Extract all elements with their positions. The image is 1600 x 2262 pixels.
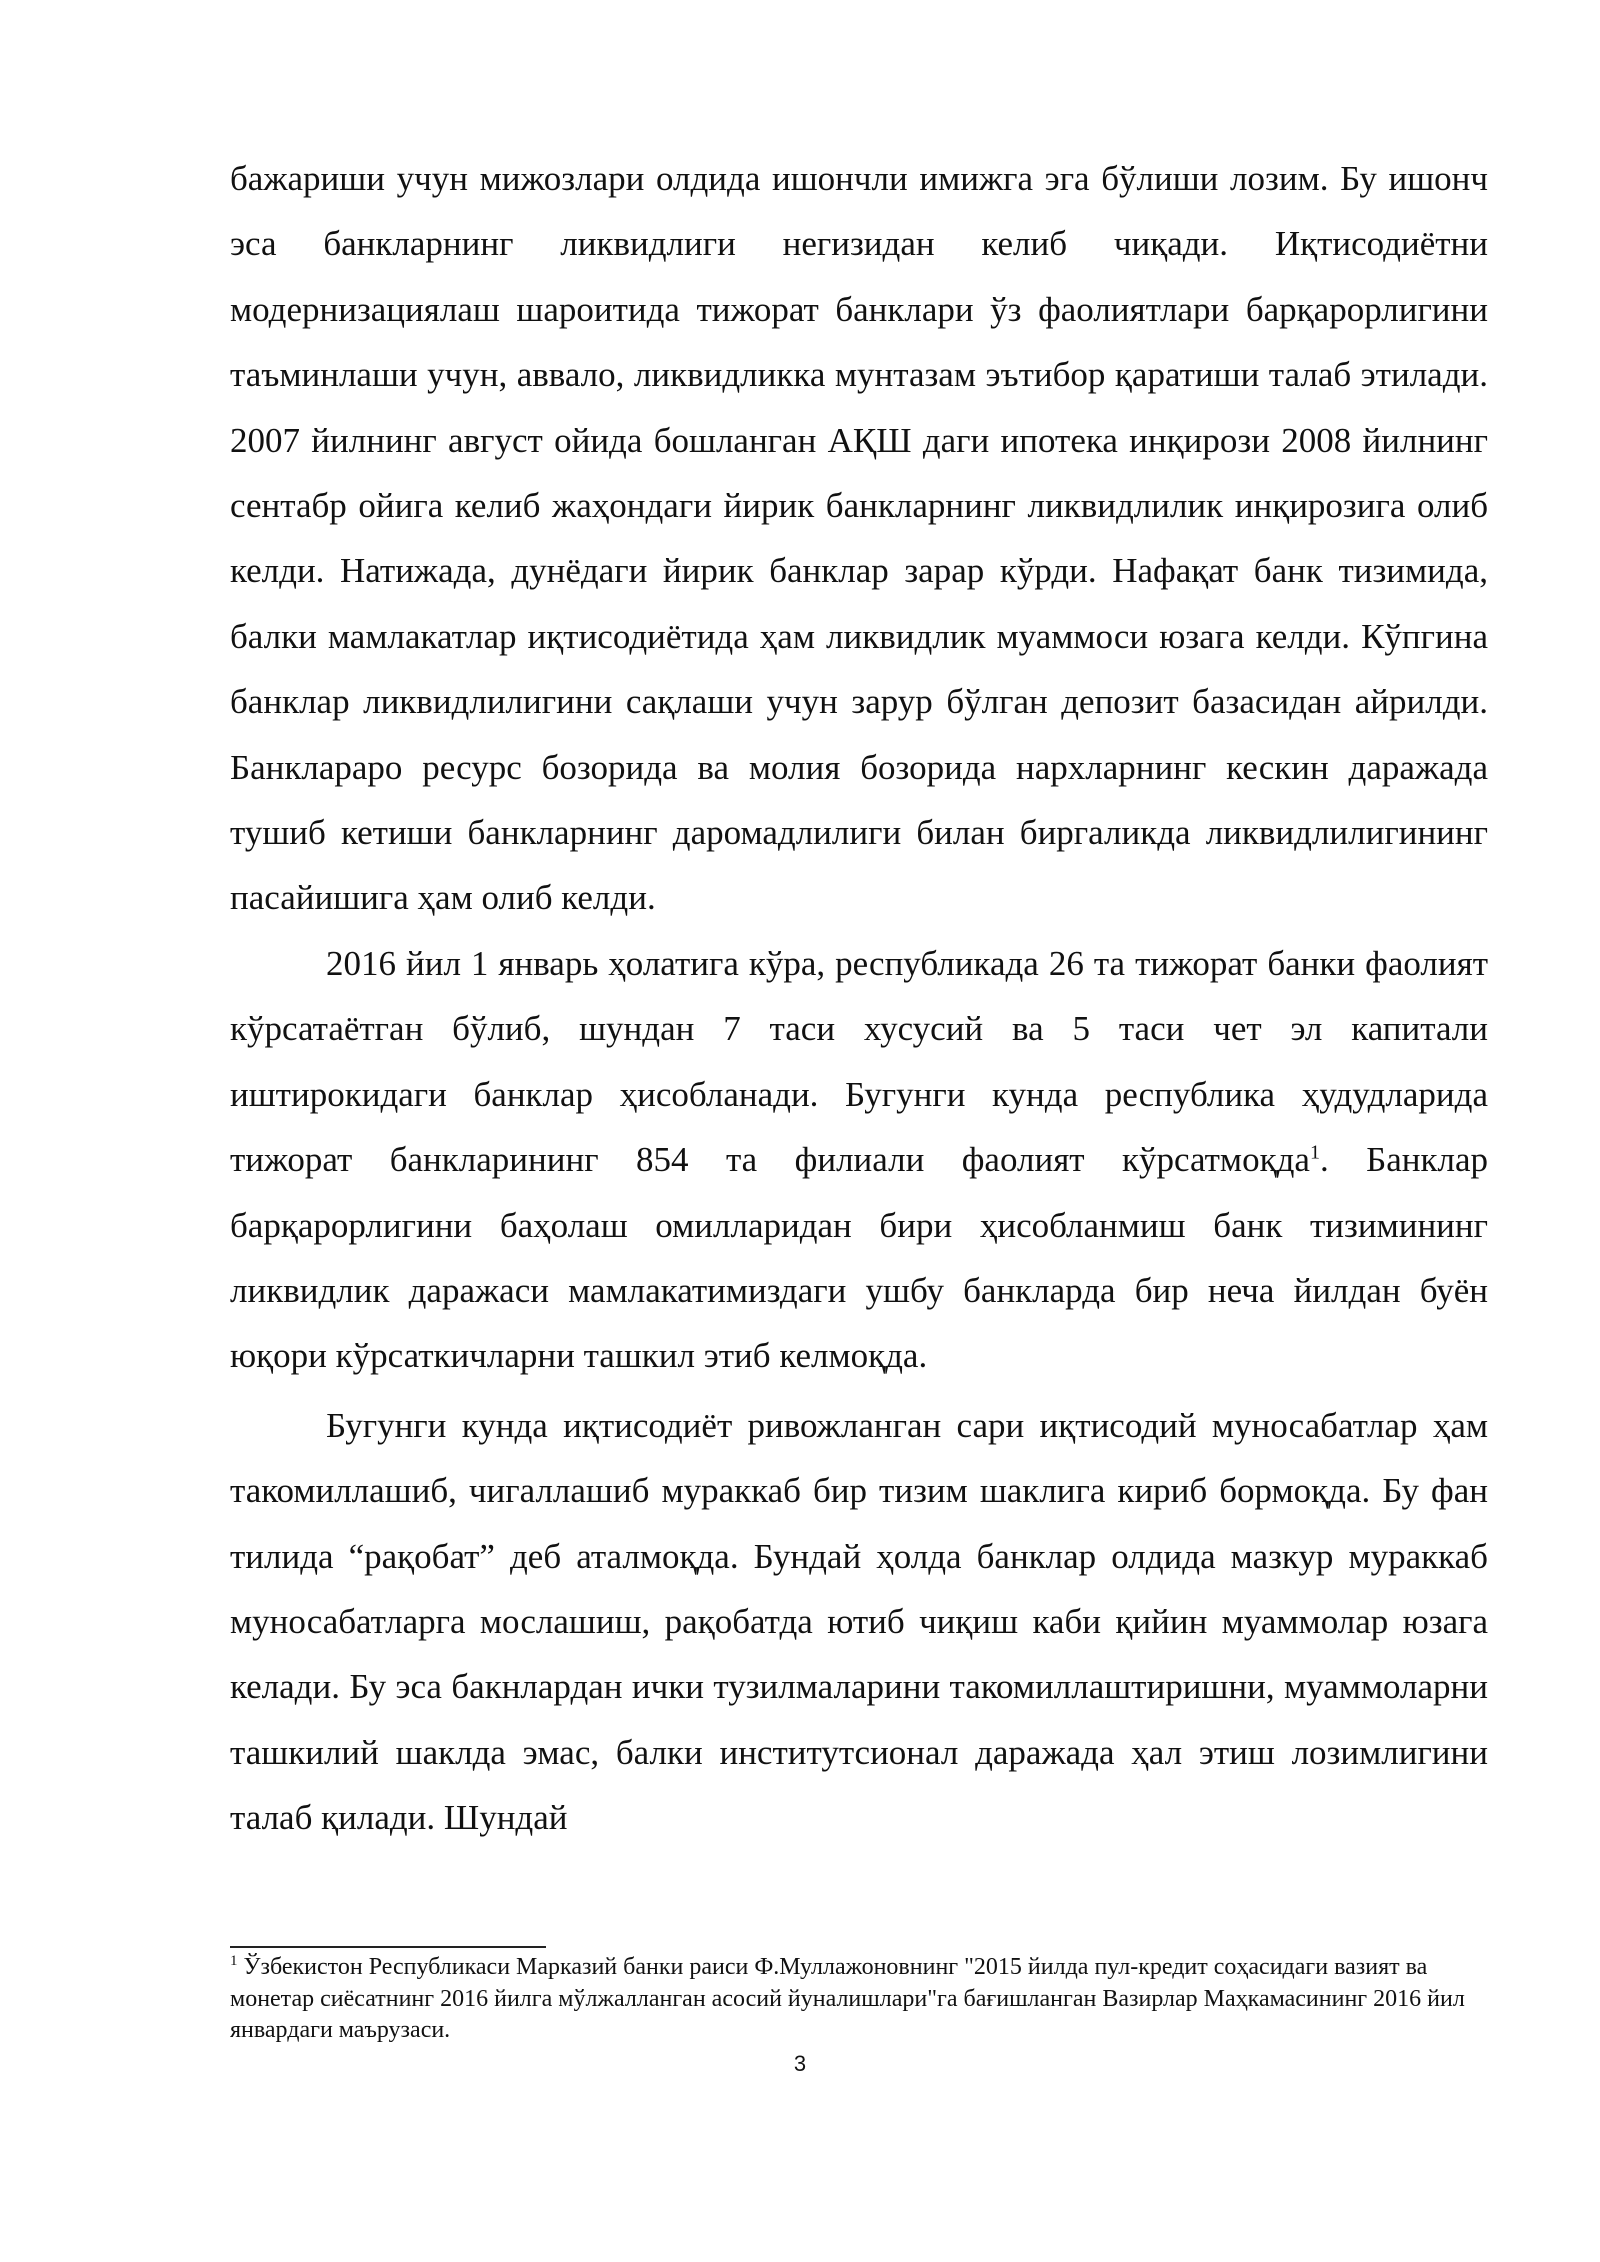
body-text <box>230 146 1488 1851</box>
paragraph-2-text-start: 2016 йил 1 январь ҳолатига кўра, республикада 26 та тижорат банки фаолият кўрсатаётган бўлиб, шундан 7 таси хусусий ва 5 таси чет эл капитали иштирокидаги банклар ҳисобланади. Бугунги кунда республика ҳудудларида тижорат банкларининг 854 та филиали фаолият кўрсатмоқда <box>230 943 1488 1180</box>
footnote-separator <box>230 1946 546 1948</box>
paragraph-3: Бугунги кунда иқтисодиёт ривожланган сари иқтисодий муносабатлар ҳам такомиллашиб, чигаллашиб мураккаб бир тизим шаклига кириб бормоқда. Бу фан тилида “рақобат” деб аталмоқда. Бундай ҳолда банклар олдида мазкур мураккаб муносабатларга мослашиш, рақобатда ютиб чиқиш каби қийин муаммолар юзага келади. Бу эса бакнлардан ички тузилмаларини такомиллаштиришни, муаммоларни ташкилий шаклда эмас, балки институтсионал даражада ҳал этиш лозимлигини талаб қилади. Шундай <box>230 1405 1488 1838</box>
footnote-number: 1 <box>230 1953 238 1969</box>
footnote-reference[interactable]: 1 <box>1309 1141 1320 1164</box>
page-number: 3 <box>793 2051 807 2076</box>
paragraph-2-text-end: . Банклар барқарорлигини баҳолаш омилларидан бири ҳисобланмиш банк тизимининг ликвидлик даражаси мамлакатимиздаги ушбу банкларда бир неча йилдан буён юқори кўрсаткичларни ташкил этиб келмоқда. <box>230 1140 1489 1376</box>
paragraph-1: бажариши учун мижозлари олдида ишончли имижга эга бўлиши лозим. Бу ишонч эса банкларнинг ликвидлиги негизидан келиб чиқади. Иқтисодиётни модернизациялаш шароитида тижорат банклари ўз фаолиятлари барқарорлигини таъминлаши учун, аввало, ликвидликка мунтазам эътибор қаратиши талаб этилади. 2007 йилнинг август ойида бошланган АҚШ даги ипотека инқирози 2008 йилнинг сентабр ойига келиб жаҳондаги йирик банкларнинг ликвидлилик инқирозига олиб келди. Натижада, дунёдаги йирик банклар зарар кўрди. Нафақат банк тизимида, балки мамлакатлар иқтисодиётида ҳам ликвидлик муаммоси юзага келди. Кўпгина банклар ликвидлилигини сақлаши учун зарур бўлган депозит базасидан айрилди. Банклараро ресурс бозорида ва молия бозорида нархларнинг кескин даражада тушиб кетиши банкларнинг даромадлилиги билан биргаликда ликвидлилигининг пасайишига ҳам олиб келди. <box>230 159 1488 918</box>
footnote <box>230 1952 1488 2047</box>
paragraph-2 <box>230 931 1488 1389</box>
footnote-text: Ўзбекистон Республикаси Марказий банки раиси Ф.Муллажоновнинг "2015 йилда пул-кредит соҳасидаги вазият ва монетар сиёсатнинг 2016 йилга мўлжалланган асосий йуналишлари"га бағишланган Вазирлар Маҳкамасининг 2016 йил январдаги маърузаси. <box>230 1954 1465 2043</box>
